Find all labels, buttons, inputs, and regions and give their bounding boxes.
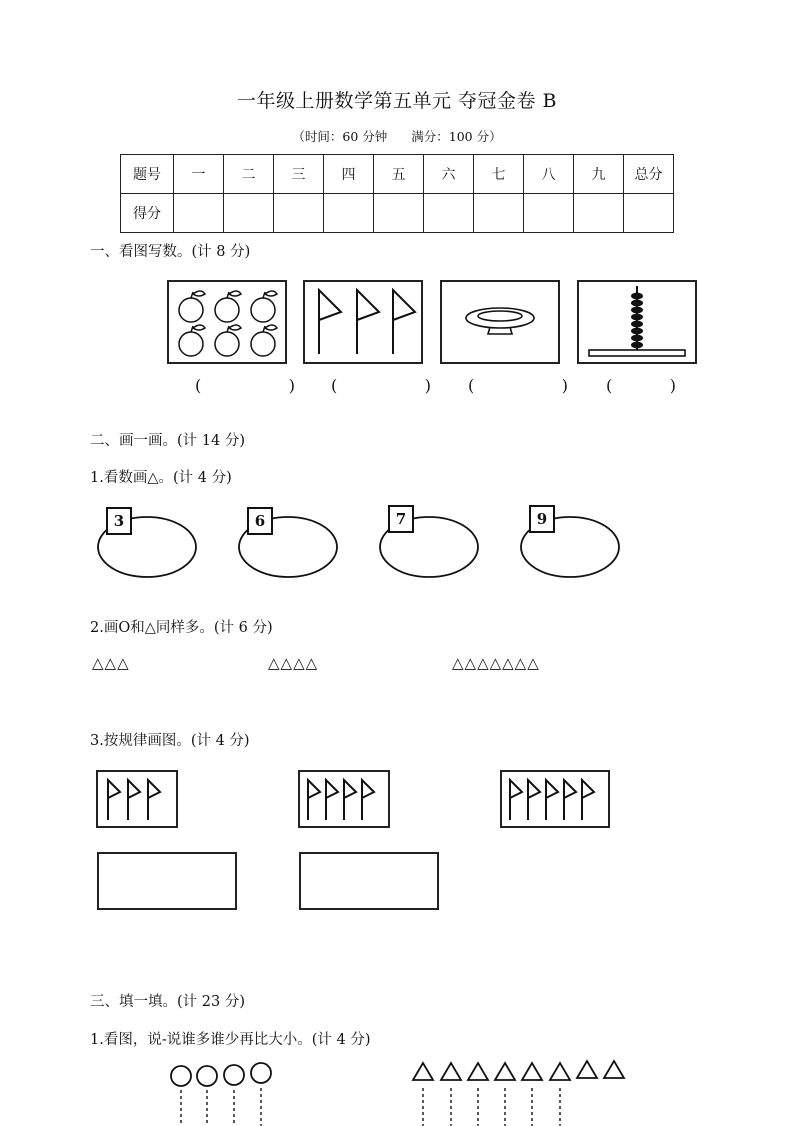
pattern-box-5-flags: [500, 770, 610, 828]
pattern-box-3-flags: [96, 770, 178, 828]
col-2: 二: [224, 155, 274, 194]
question-3-1-heading: 1.看图，说-说谁多谁少再比大小。(计 4 分): [90, 1032, 371, 1048]
picture-flags: [303, 280, 423, 364]
page-subtitle: [0, 127, 794, 145]
question-2-3-heading: 3.按规律画图。(计 4 分): [90, 733, 250, 749]
picture-apples: [167, 280, 287, 364]
answer-blank-4[interactable]: [606, 376, 676, 395]
col-4: 四: [324, 155, 374, 194]
paren-open: (: [606, 376, 613, 395]
triangle-icon: [468, 1063, 488, 1080]
page-title: 一年级上册数学第五单元 夺冠金卷 B: [236, 90, 558, 112]
score-cell[interactable]: [624, 194, 674, 233]
question-2-2-heading: 2.画O和△同样多。(计 6 分): [90, 620, 273, 636]
number-tag-7: 7: [388, 505, 414, 533]
triangle-icon: [495, 1063, 515, 1080]
plate-icon: [442, 282, 558, 362]
score-table-header-row: [121, 155, 674, 194]
header-label: 题号: [121, 155, 174, 194]
picture-abacus: [577, 280, 697, 364]
triangle-icon: [522, 1063, 542, 1080]
triangles-group-3: △△△△△△△: [452, 654, 540, 672]
col-1: 一: [174, 155, 224, 194]
section-1-heading: 一、看图写数。(计 8 分): [90, 244, 251, 260]
answer-blank-2[interactable]: [331, 376, 431, 395]
full-score: 满分：100 分）: [411, 129, 502, 144]
col-5: 五: [374, 155, 424, 194]
circle-icon: [224, 1065, 244, 1085]
section-3-heading: 三、填一填。(计 23 分): [90, 994, 245, 1010]
flags-icon: [98, 772, 176, 826]
answer-blank-3[interactable]: [468, 376, 568, 395]
col-8: 八: [524, 155, 574, 194]
drawing-box-2[interactable]: [299, 852, 439, 910]
triangle-icon: [604, 1061, 624, 1078]
triangle-icon: [577, 1061, 597, 1078]
number-tag-9: 9: [529, 505, 555, 533]
circle-icon: [251, 1063, 271, 1083]
triangles-group-1: △△△: [92, 654, 130, 672]
answer-blank-1[interactable]: [195, 376, 295, 395]
score-table: [120, 154, 674, 233]
picture-plate: [440, 280, 560, 364]
paren-close: ): [288, 376, 295, 395]
flags-icon: [502, 772, 608, 826]
col-3: 三: [274, 155, 324, 194]
paren-open: (: [331, 376, 338, 395]
score-cell[interactable]: [324, 194, 374, 233]
apples-icon: [169, 282, 285, 362]
score-cell[interactable]: [174, 194, 224, 233]
paren-open: (: [195, 376, 202, 395]
number-tag-3: 3: [106, 507, 132, 535]
pattern-box-4-flags: [298, 770, 390, 828]
abacus-icon: [579, 282, 695, 362]
col-9: 九: [574, 155, 624, 194]
col-total: 总分: [624, 155, 674, 194]
score-cell[interactable]: [274, 194, 324, 233]
score-label: 得分: [121, 194, 174, 233]
flags-icon: [300, 772, 388, 826]
circle-icon: [197, 1066, 217, 1086]
paren-close: ): [424, 376, 431, 395]
score-cell[interactable]: [224, 194, 274, 233]
question-2-1-heading: 1.看数画△。(计 4 分): [90, 470, 232, 486]
score-cell[interactable]: [474, 194, 524, 233]
paren-close: ): [561, 376, 568, 395]
drawing-box-1[interactable]: [97, 852, 237, 910]
score-table-score-row: [121, 194, 674, 233]
triangle-icon: [441, 1063, 461, 1080]
paren-close: ): [669, 376, 676, 395]
time-limit: （时间：60 分钟: [292, 129, 388, 144]
triangle-icon: [413, 1063, 433, 1080]
triangles-group-2: △△△△: [268, 654, 319, 672]
score-cell[interactable]: [374, 194, 424, 233]
section-2-heading: 二、画一画。(计 14 分): [90, 433, 245, 449]
score-cell[interactable]: [574, 194, 624, 233]
col-7: 七: [474, 155, 524, 194]
comparison-figure: [0, 1056, 794, 1126]
number-tag-6: 6: [247, 507, 273, 535]
circle-icon: [171, 1066, 191, 1086]
col-6: 六: [424, 155, 474, 194]
score-cell[interactable]: [524, 194, 574, 233]
paren-open: (: [468, 376, 475, 395]
flags-icon: [305, 282, 421, 362]
triangle-icon: [550, 1063, 570, 1080]
score-cell[interactable]: [424, 194, 474, 233]
